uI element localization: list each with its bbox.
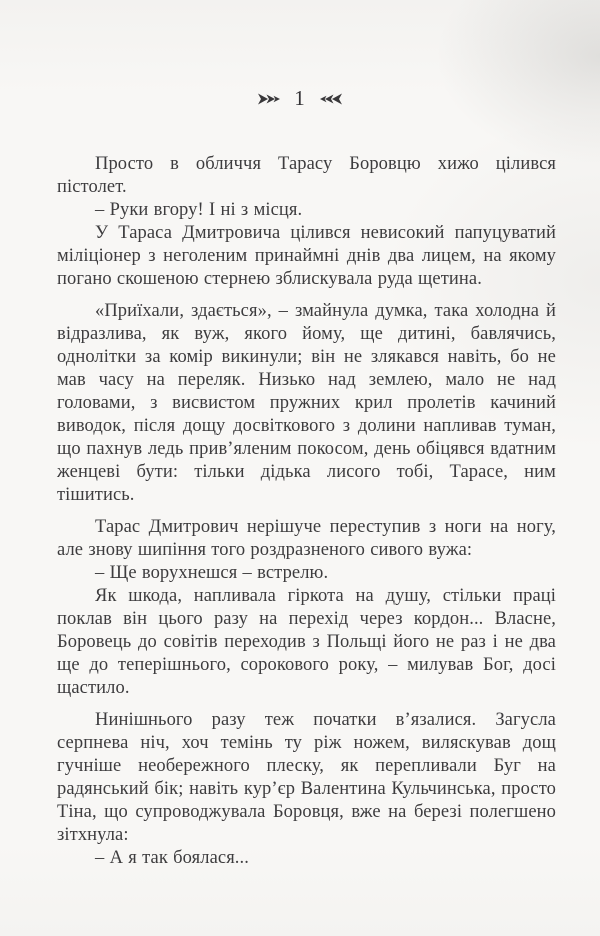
body-text	[0, 109, 600, 870]
paragraph: Тарас Дмитрович нерішуче переступив з ноги на ногу, але знову шипіння того роздразненого сивого вужа:	[57, 517, 556, 560]
paragraph-dialogue: – А я так боялася...	[95, 848, 249, 868]
paragraph: «Приїхали, здається», – змайнула думка, така холодна й відразлива, як вуж, якого йому, ще дитині, бавлячись, однолітки за комір викинули; він не злякався навіть, бо не мав часу на переляк. Низько над землею, мало не над головами, з висвистом пружних крил пролетів качиний виводок, після дощу досвіткового з долини напливав туман, що пахнув ледь прив’яленим покосом, день обіцявся вдатним женцеві бути: тільки дідька лисого тобі, Тарасе, ним тішитись.	[57, 301, 556, 505]
chapter-header	[0, 0, 600, 109]
fleuron-right-icon	[318, 91, 344, 107]
paragraph: Нинішнього разу теж початки в’язалися. Загусла серпнева ніч, хоч темінь ту ріж ножем, виляскував дощ гучніше необережного плеску, як перепливали Буг на радянський бік; навіть кур’єр Валентина Кульчинська, просто Тіна, що супроводжувала Боровця, вже на березі полегшено зітхнула:	[57, 710, 556, 845]
paragraph-dialogue: – Ще ворухнешся – встрелю.	[95, 563, 329, 583]
chapter-number: 1	[294, 86, 306, 110]
fleuron-left-icon	[256, 91, 282, 107]
paragraph: Просто в обличчя Тарасу Боровцю хижо цілився пістолет.	[57, 154, 556, 197]
paragraph: Як шкода, напливала гіркота на душу, стільки праці поклав він цього разу на перехід через кордон... Власне, Боровець до совітів переходив з Польщі його не раз і не два ще до теперішнього, сорокового року, – милував Бог, досі щастило.	[57, 586, 556, 698]
paragraph: У Тараса Дмитровича цілився невисокий папуцуватий міліціонер з неголеним принаймні днів два лицем, на якому погано скошеною стернею зблискувала руда щетина.	[57, 223, 556, 289]
paragraph-dialogue: – Руки вгору! І ні з місця.	[95, 200, 303, 220]
